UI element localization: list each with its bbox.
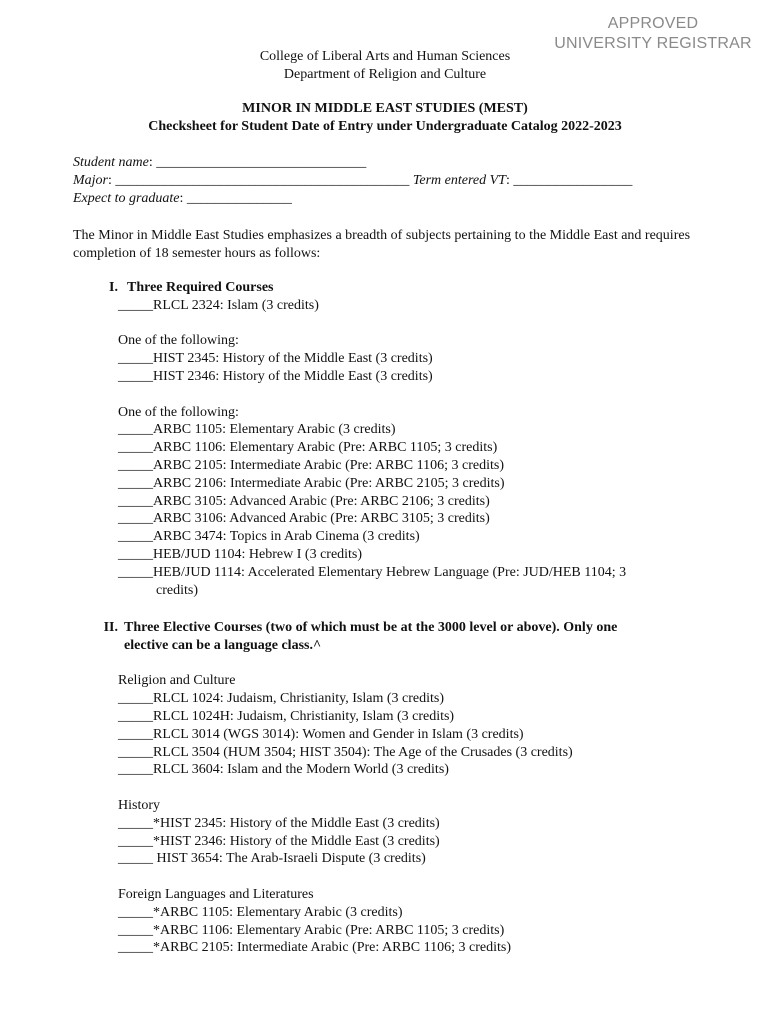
section-required (73, 279, 713, 599)
document-header (0, 48, 770, 84)
checklist-item[interactable]: _____HEB/JUD 1104: Hebrew I (3 credits) (118, 546, 363, 562)
checklist-item[interactable]: _____*ARBC 2105: Intermediate Arabic (Pre: ARBC 1106; 3 credits) (118, 940, 511, 956)
student-name-blank[interactable]: : ______________________________ (148, 155, 367, 170)
department-name: Department of Religion and Culture (283, 67, 487, 82)
checklist-item[interactable]: _____RLCL 2324: Islam (3 credits) (118, 297, 319, 313)
title-minor: MINOR IN MIDDLE EAST STUDIES (MEST) (242, 101, 528, 116)
term-blank[interactable]: : _________________ (505, 173, 633, 188)
checklist-item[interactable]: _____RLCL 1024H: Judaism, Christianity, Islam (3 credits) (118, 708, 455, 724)
group-label-religion: Religion and Culture (118, 673, 236, 689)
major-blank[interactable]: : __________________________________________ (108, 173, 410, 188)
checklist-item[interactable]: _____RLCL 3604: Islam and the Modern World (3 credits) (118, 762, 449, 778)
expect-graduate-field[interactable] (73, 190, 733, 208)
section-1-number: I. (109, 280, 118, 295)
checklist-item[interactable] (118, 564, 713, 600)
term-label: Term entered VT (412, 173, 506, 188)
college-name: College of Liberal Arts and Human Sciences (259, 49, 511, 64)
section-2-title-line2: elective can be a language class.^ (124, 637, 322, 653)
checklist-item-line2: credits) (156, 582, 198, 598)
section-2-title-line1: Three Elective Courses (two of which must be at the 3000 level or above). Only one (124, 620, 618, 635)
checklist-item[interactable]: _____ARBC 2105: Intermediate Arabic (Pre: ARBC 1106; 3 credits) (118, 457, 504, 473)
section-2-title (118, 619, 654, 655)
student-name-field[interactable] (73, 154, 733, 172)
intro-paragraph: The Minor in Middle East Studies emphasizes a breadth of subjects pertaining to the Middle East and requires completion of 18 semester hours as follows: (73, 228, 691, 261)
checklist-item[interactable]: _____*HIST 2345: History of the Middle East (3 credits) (118, 815, 440, 831)
group-label-history: History (118, 797, 160, 813)
checklist-item[interactable]: _____ARBC 1105: Elementary Arabic (3 credits) (118, 422, 396, 438)
checklist-item[interactable]: _____*ARBC 1105: Elementary Arabic (3 credits) (118, 904, 403, 920)
section-1-body (118, 297, 713, 600)
expect-graduate-blank[interactable]: : _______________ (179, 191, 292, 206)
checklist-item[interactable]: _____RLCL 3014 (WGS 3014): Women and Gender in Islam (3 credits) (118, 726, 524, 742)
checklist-item[interactable]: _____ HIST 3654: The Arab-Israeli Dispute (3 credits) (118, 851, 426, 867)
checklist-item[interactable]: _____ARBC 1106: Elementary Arabic (Pre: ARBC 1105; 3 credits) (118, 440, 498, 456)
checklist-item-line1: _____HEB/JUD 1114: Accelerated Elementary Hebrew Language (Pre: JUD/HEB 1104; 3 (118, 564, 627, 580)
student-name-label: Student name (73, 155, 149, 170)
section-2-body (118, 655, 713, 958)
checklist-item[interactable]: _____*HIST 2346: History of the Middle East (3 credits) (118, 833, 440, 849)
major-term-row (73, 172, 733, 190)
section-1-title: Three Required Courses (127, 280, 274, 295)
checklist-item[interactable]: _____*ARBC 1106: Elementary Arabic (Pre: ARBC 1105; 3 credits) (118, 922, 505, 938)
section-electives (73, 619, 713, 957)
checklist-item[interactable]: _____HIST 2346: History of the Middle East (3 credits) (118, 368, 433, 384)
checklist-item[interactable]: _____HIST 2345: History of the Middle East (3 credits) (118, 351, 433, 367)
checklist-item[interactable]: _____ARBC 3105: Advanced Arabic (Pre: ARBC 2106; 3 credits) (118, 493, 490, 509)
major-label: Major (73, 173, 108, 188)
section-2-heading (73, 619, 713, 655)
group-label: One of the following: (118, 333, 239, 349)
group-label-languages: Foreign Languages and Literatures (118, 886, 314, 902)
section-2-number: II. (103, 620, 118, 635)
checklist-item[interactable]: _____RLCL 3504 (HUM 3504; HIST 3504): The Age of the Crusades (3 credits) (118, 744, 573, 760)
document-title (0, 100, 770, 136)
student-info-fields (73, 154, 733, 208)
title-checksheet: Checksheet for Student Date of Entry under Undergraduate Catalog 2022-2023 (148, 119, 622, 134)
group-label: One of the following: (118, 404, 239, 420)
checklist-item[interactable]: _____ARBC 2106: Intermediate Arabic (Pre: ARBC 2105; 3 credits) (118, 475, 505, 491)
section-1-heading (73, 279, 713, 297)
stamp-line-registrar: UNIVERSITY REGISTRAR (554, 35, 752, 52)
stamp-line-approved: APPROVED (607, 15, 699, 32)
checklist-item[interactable]: _____RLCL 1024: Judaism, Christianity, Islam (3 credits) (118, 691, 444, 707)
checklist-item[interactable]: _____ARBC 3474: Topics in Arab Cinema (3 credits) (118, 529, 420, 545)
checklist-item[interactable]: _____ARBC 3106: Advanced Arabic (Pre: ARBC 3105; 3 credits) (118, 511, 490, 527)
expect-graduate-label: Expect to graduate (73, 191, 180, 206)
